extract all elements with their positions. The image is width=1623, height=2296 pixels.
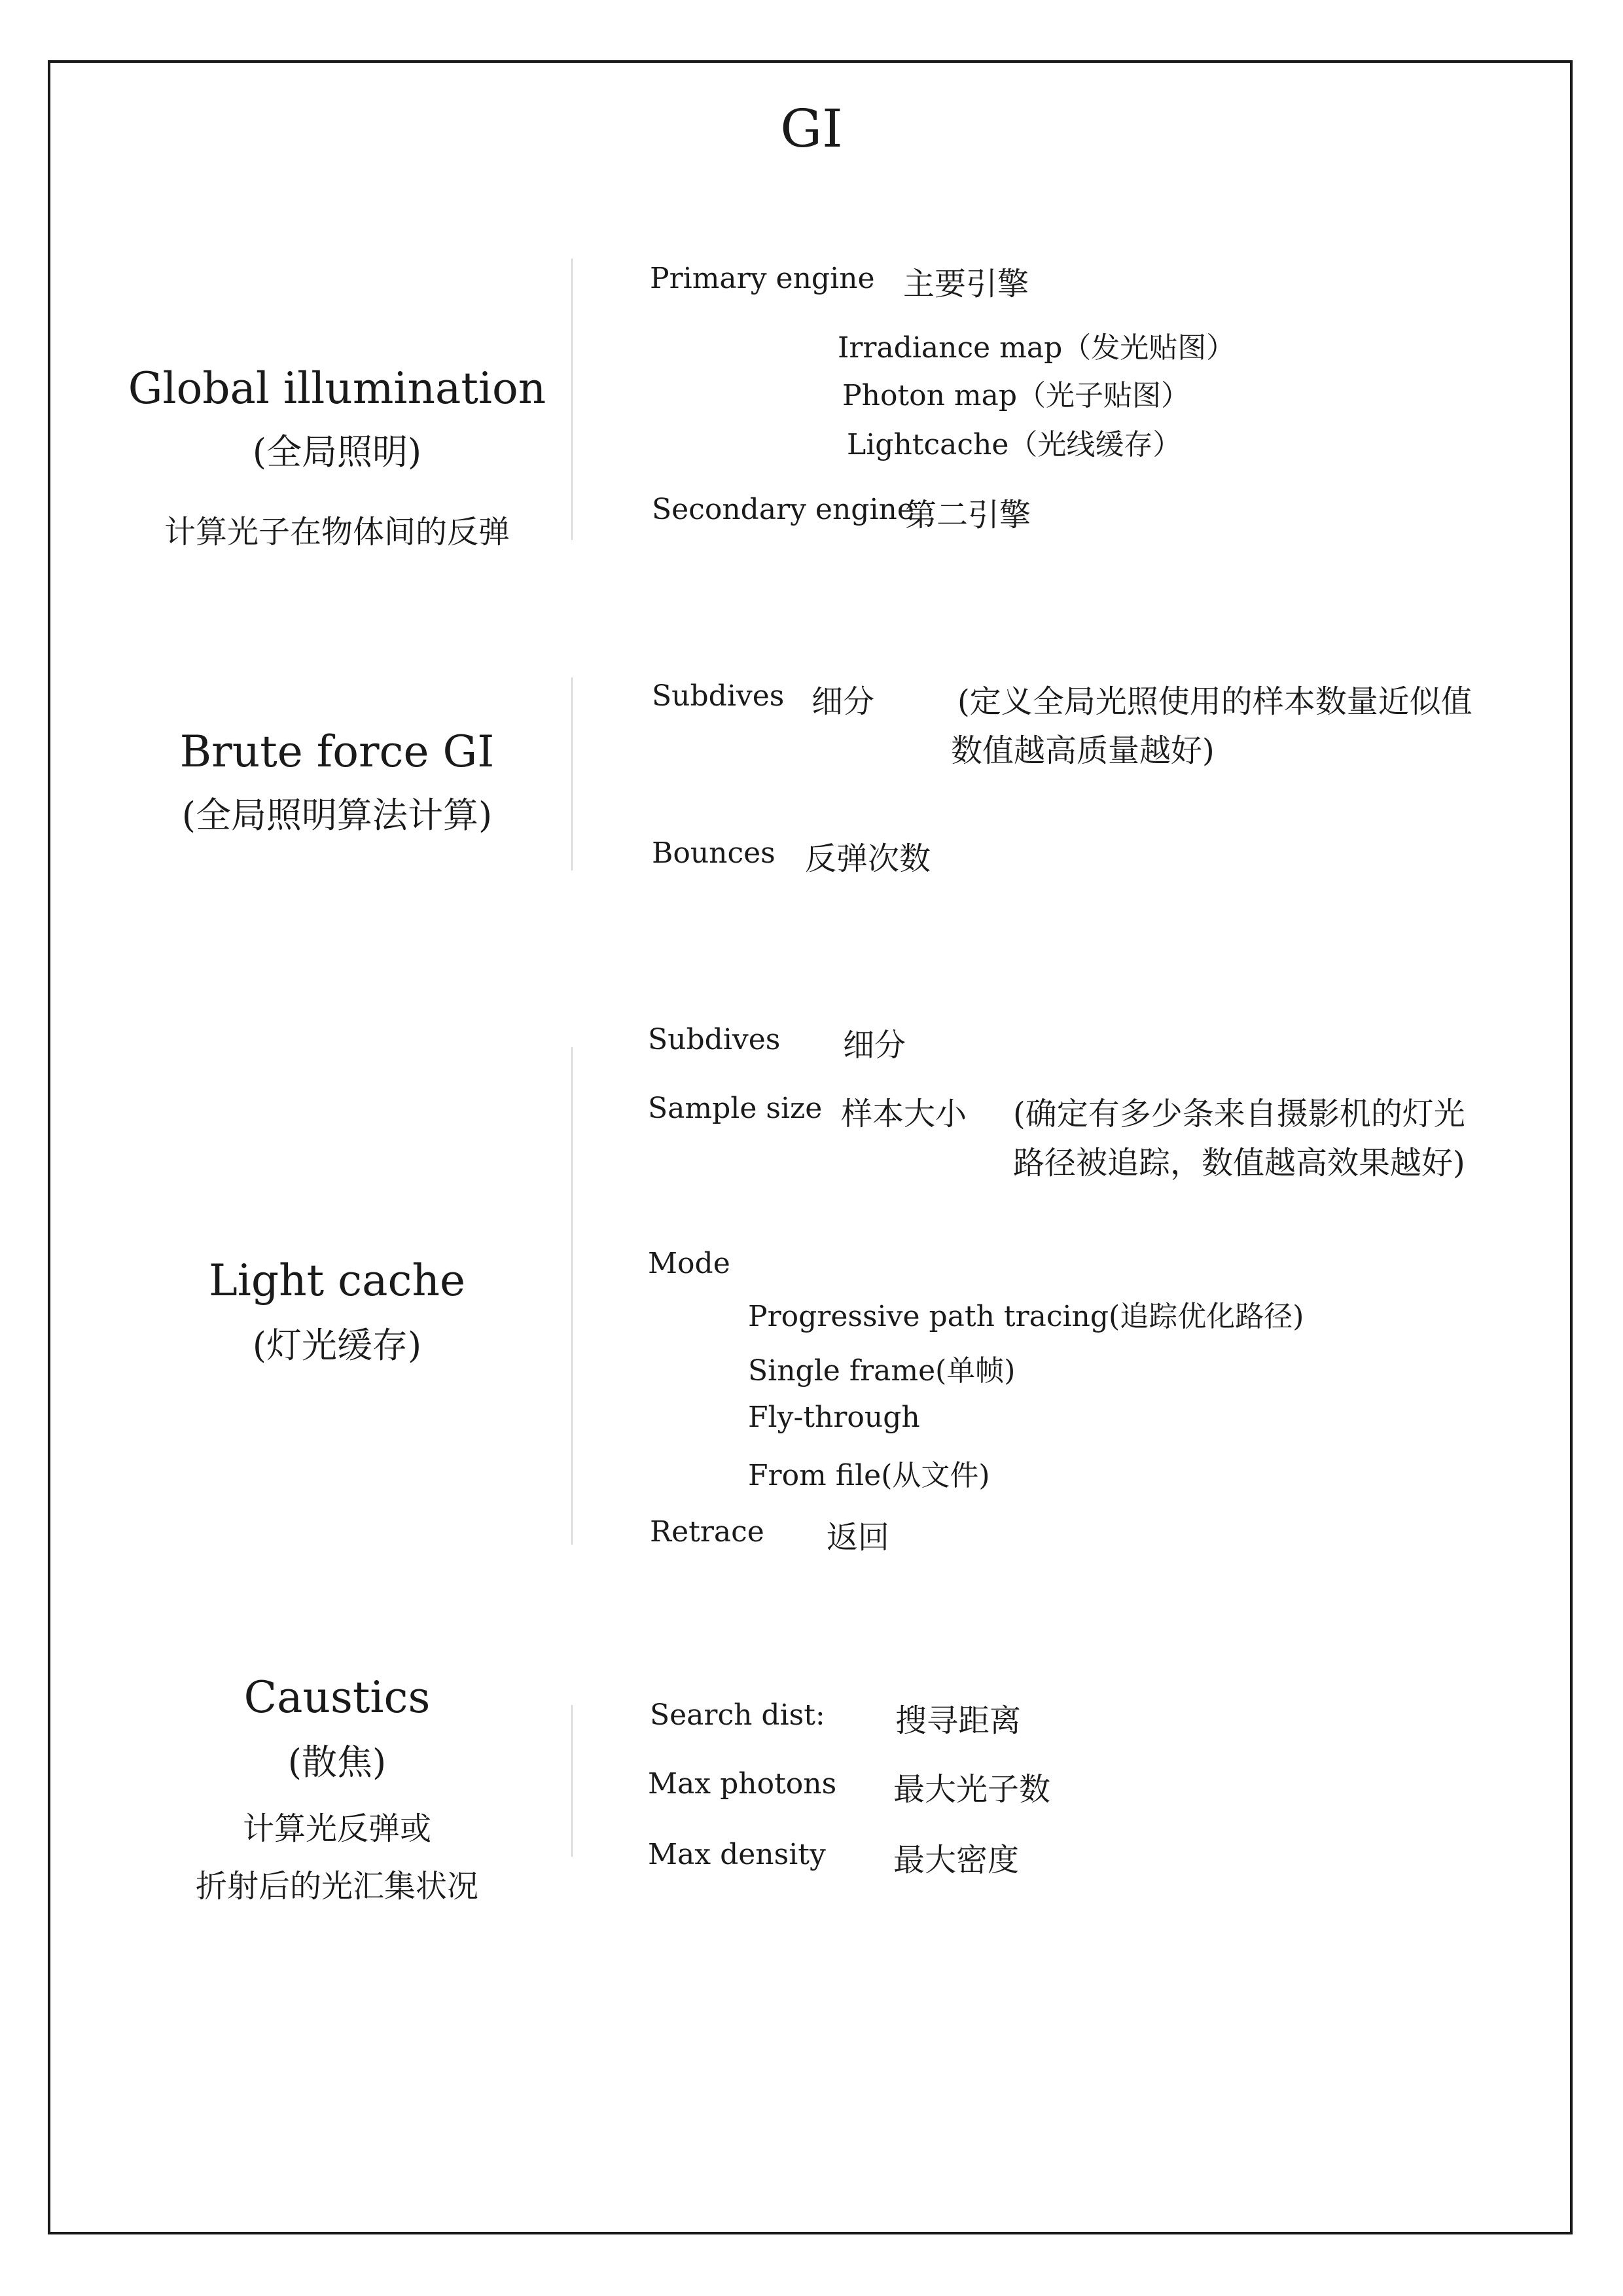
- engine-option-lightcache: Lightcache（光线缓存）: [847, 428, 1182, 461]
- bf-subdivs-label: Subdives: [652, 679, 785, 713]
- primary-engine-cn: 主要引擎: [903, 266, 1029, 302]
- brute-force-divider: [571, 677, 573, 870]
- primary-engine-label: Primary engine: [650, 262, 875, 295]
- lc-sample-size-note-line1: (确定有多少条来自摄影机的灯光: [1013, 1096, 1465, 1132]
- light-cache-section-subtitle: (灯光缓存): [252, 1325, 422, 1366]
- gi-section-description: 计算光子在物体间的反弹: [164, 514, 510, 550]
- caustics-section-subtitle: (散焦): [287, 1742, 387, 1783]
- bf-bounces-cn: 反弹次数: [805, 840, 931, 877]
- max-density-cn: 最大密度: [893, 1842, 1020, 1878]
- lc-retrace-cn: 返回: [827, 1519, 890, 1556]
- light-cache-section-title: Light cache: [208, 1255, 466, 1306]
- secondary-engine-label: Secondary engine: [652, 493, 914, 526]
- bf-subdivs-note-line2: 数值越高质量越好): [951, 732, 1215, 769]
- lc-sample-size-label: Sample size: [648, 1092, 823, 1125]
- lc-mode-option-progressive: Progressive path tracing(追踪优化路径): [748, 1300, 1304, 1333]
- lc-mode-option-single-frame: Single frame(单帧): [748, 1354, 1016, 1388]
- lc-retrace-label: Retrace: [650, 1515, 764, 1549]
- max-photons-cn: 最大光子数: [893, 1771, 1051, 1808]
- caustics-description-line2: 折射后的光汇集状况: [195, 1868, 478, 1905]
- lc-sample-size-note-line2: 路径被追踪，数值越高效果越好): [1013, 1145, 1465, 1181]
- caustics-description-line1: 计算光反弹或: [242, 1810, 431, 1847]
- search-dist-cn: 搜寻距离: [895, 1702, 1022, 1739]
- brute-force-section-subtitle: (全局照明算法计算): [181, 795, 493, 836]
- search-dist-label: Search dist:: [650, 1698, 825, 1732]
- caustics-section-title: Caustics: [243, 1672, 431, 1723]
- gi-section-title: Global illumination: [128, 363, 546, 414]
- lc-mode-option-from-file: From file(从文件): [748, 1459, 990, 1492]
- lc-subdivs-label: Subdives: [648, 1023, 781, 1056]
- bf-bounces-label: Bounces: [652, 836, 776, 870]
- lc-subdivs-cn: 细分: [843, 1027, 906, 1064]
- bf-subdivs-note-line1: (定义全局光照使用的样本数量近似值: [957, 683, 1472, 720]
- engine-option-photon-map: Photon map（光子贴图）: [842, 379, 1190, 412]
- gi-divider: [571, 259, 573, 540]
- engine-option-irradiance-map: Irradiance map（发光贴图）: [838, 331, 1236, 365]
- secondary-engine-cn: 第二引擎: [905, 497, 1031, 533]
- bf-subdivs-cn: 细分: [812, 683, 875, 720]
- max-density-label: Max density: [648, 1838, 826, 1871]
- brute-force-section-title: Brute force GI: [179, 726, 495, 777]
- caustics-divider: [571, 1705, 573, 1857]
- page-title: GI: [780, 98, 843, 159]
- lc-sample-size-cn: 样本大小: [841, 1096, 967, 1132]
- lc-mode-label: Mode: [648, 1247, 730, 1280]
- lc-mode-option-fly-through: Fly-through: [748, 1401, 920, 1434]
- gi-section-subtitle: (全局照明): [252, 431, 422, 473]
- max-photons-label: Max photons: [648, 1767, 837, 1801]
- light-cache-divider: [571, 1047, 573, 1545]
